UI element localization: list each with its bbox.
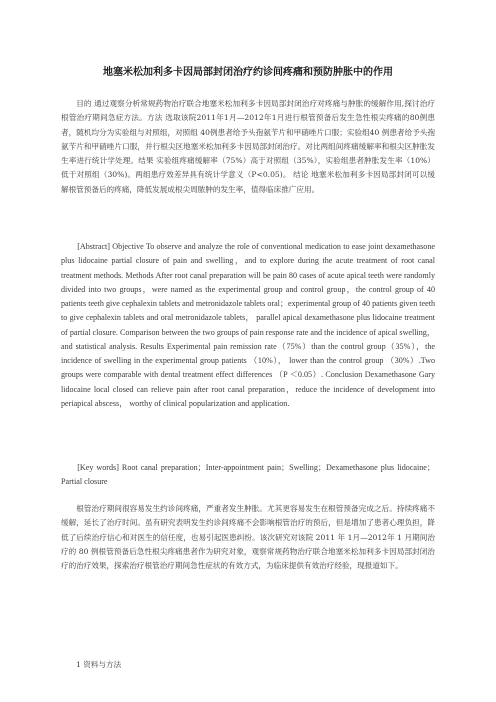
paper-title: 地塞米松加利多卡因局部封闭治疗约诊间疼痛和预防肿胀中的作用 xyxy=(103,67,393,78)
chinese-abstract: 目的 通过观察分析常规药物治疗联合地塞米松加利多卡因局部封闭治疗对疼痛与肿胀的缓解作用,探讨治疗根管治疗期间急症方法。方法 选取该院2011年1月—2012年1月进行根管预备后发生急性根尖疼痛的80例患者，随机均分为实验组与对照组，对照组 40例患者给予头孢氨苄片和甲硝唑片口服；实验组40 例患者给予头孢氨苄片和甲硝唑片口服，并行根尖区地塞米松加利多卡因局部封闭治疗。对比两组间疼痛缓解率和根尖区肿胀发生率进行统计学处理。结果 实验组疼痛缓解率（75%）高于对照组（35%），实验组患者肿胀发生率（10%）低于对照组（30%)。两组患疗效差异具有统计学意义（P<0.05)。 结论 地塞米松加利多卡因局部封闭可以缓解根管预备后的疼痛，降低发展成根尖周脓肿的发生率，值得临床推广应用。 xyxy=(61,99,435,194)
introduction-paragraph: 根管治疗期间很容易发生约诊间疼痛，严重者发生肿胀。尤其更容易发生在根管预备完成之后。持续疼痛不缓解，延长了治疗时间。虽有研究表明发生约诊间疼痛不会影响根管治疗的预后，但是增加了患者心理负担，降低了后续治疗信心和对医生的信任度，也易引起医患纠纷。该次研究对该院 2011 年 1月—2012年 1 月期间治疗的 80 例根管预备后急性根尖疼痛患者作为研究对象，观察常规药物治疗联合地塞米松加利多卡因局部封闭治疗的治疗效果，探索治疗根管治疗期间急性症状的有效方式，为临床提供有效治疗经验，现报道如下。 xyxy=(61,504,435,571)
section-heading: 1 资料与方法 xyxy=(76,660,122,669)
keywords: [Key words] Root canal preparation；Inter-appointment pain；Swelling；Dexamethasone plus lidocaine；Partial closure xyxy=(61,463,435,487)
english-abstract: [Abstract] Objective To observe and analyze the role of conventional medication to ease joint dexamethasone plus lidocaine partial closure of pain and swelling，and to explore during the acute treatment of root canal treatment methods. Methods After root canal preparation will be pain 80 cases of acute apical teeth were randomly divided into two groups，were named as the experimental group and control group，the control group of 40 patients teeth give cephalexin tablets and metronidazole tablets oral；experimental group of 40 patients given teeth to give cephalexin tablets and oral metronidazole tablets， parallel apical dexamethasone plus lidocaine treatment of partial closure. Comparison between the two groups of pain response rate and the incidence of apical swelling，and statistical analysis. Results Experimental pain remission rate（75%）than the control group（35%），the incidence of swelling in the experimental group patients （10%）， lower than the control group （30%）.Two groups were comparable with dental treatment effect differences （P ＜0.05）. Conclusion Dexamethasone Gary lidocaine local closed can relieve pain after root canal preparation，reduce the incidence of development into periapical abscess， worthy of clinical popularization and application. xyxy=(61,242,435,408)
